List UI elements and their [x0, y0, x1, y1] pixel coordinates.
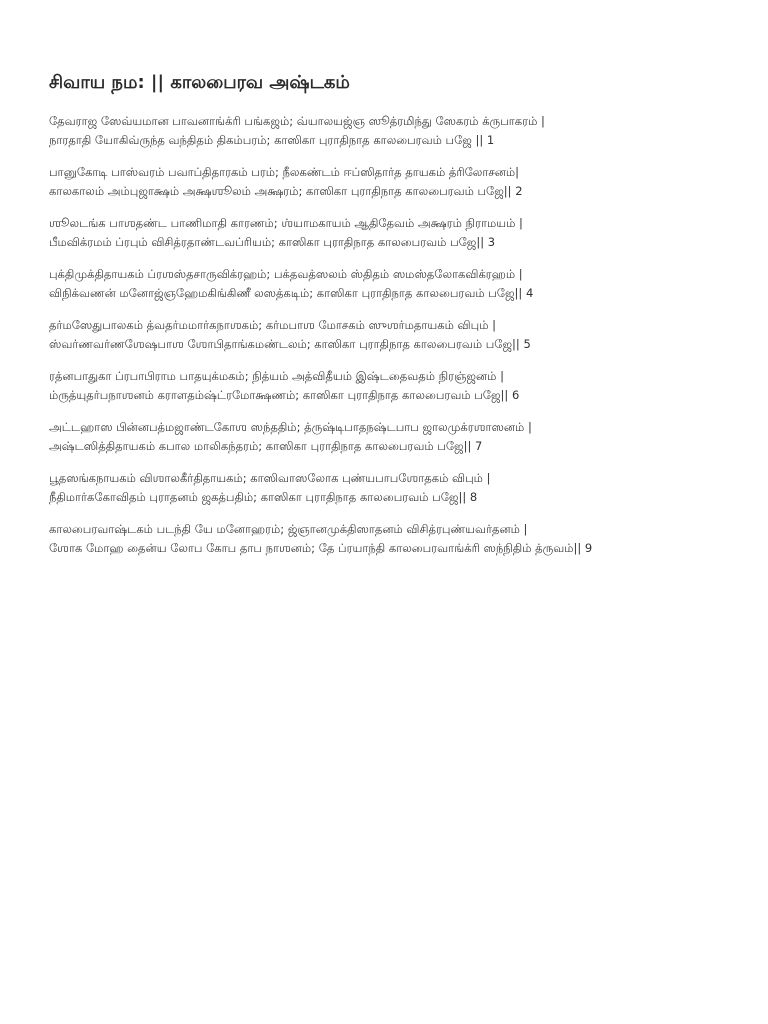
stanza-line: புக்திமுக்திதாயகம் ப்ரஶஸ்தசாருவிக்ரஹம்; பக்தவத்ஸலம் ஸ்திதம் ஸமஸ்தலோகவிக்ரஹம் | — [49, 267, 523, 281]
stanza-line: காலபைரவாஷ்டகம் படந்தி யே மனோஹரம்; ஜ்ஞானமுக்திஸாதனம் விசித்ரபுண்யவர்தனம் | — [49, 522, 528, 536]
stanza-line: நீதிமார்ககோவிதம் புராதனம் ஜகத்பதிம்; காஸிகா புராதிநாத காலபைரவம் பஜே|| 8 — [49, 490, 478, 504]
stanza-line: தர்மஸேதுபாலகம் த்வதர்மமார்கநாஶகம்; கர்மபாஶ மோசகம் ஸுஶர்மதாயகம் விபும் | — [49, 318, 496, 332]
stanza-4 — [49, 265, 749, 303]
stanza-7 — [49, 418, 749, 456]
stanza-line: ஶூலடங்க பாஶதண்ட பாணிமாதி காரணம்; ஶ்யாமகாயம் ஆதிதேவம் அக்ஷரம் நிராமயம் | — [49, 216, 523, 230]
stanza-line: அஷ்டஸித்திதாயகம் கபால மாலிகந்தரம்; காஸிகா புராதிநாத காலபைரவம் பஜே|| 7 — [49, 439, 483, 453]
stanza-line: தேவராஜ ஸேவ்யமான பாவனாங்க்ரி பங்கஜம்; வ்யாலயஜ்ஞ ஸூத்ரமிந்து ஸேகரம் க்ருபாகரம் | — [49, 114, 545, 128]
stanza-6 — [49, 367, 749, 405]
stanza-line: பானுகோடி பாஸ்வரம் பவாப்திதாரகம் பரம்; நீலகண்டம் ஈப்ஸிதார்த தாயகம் த்ரிலோசனம்| — [49, 165, 520, 179]
stanza-3 — [49, 214, 749, 252]
stanza-line: ஶோக மோஹ தைன்ய லோப கோப தாப நாஶனம்; தே ப்ரயாந்தி காலபைரவாங்க்ரி ஸந்நிதிம் த்ருவம்|| 9 — [49, 541, 593, 555]
page-title: சிவாய நம: || காலபைரவ அஷ்டகம் — [49, 72, 350, 93]
stanza-9 — [49, 520, 749, 558]
stanza-line: பூதஸங்கநாயகம் விஶாலகீர்திதாயகம்; காஸிவாஸலோக புண்யபாபஶோதகம் விபும் | — [49, 471, 491, 485]
stanza-line: அட்டஹாஸ பின்னபத்மஜாண்டகோஶ ஸந்ததிம்; த்ருஷ்டிபாதநஷ்டபாப ஜாலமுக்ரஶாஸனம் | — [49, 420, 532, 434]
stanza-5 — [49, 316, 749, 354]
stanza-line: ஸ்வர்ணவர்ணஶேஷபாஶ ஶோபிதாங்கமண்டலம்; காஸிகா புராதிநாத காலபைரவம் பஜே|| 5 — [49, 337, 531, 351]
stanza-line: ரத்னபாதுகா ப்ரபாபிராம பாதயுக்மகம்; நித்யம் அத்விதீயம் இஷ்டதைவதம் நிரஞ்ஜனம் | — [49, 369, 504, 383]
stanza-line: நாரதாதி யோகிவ்ருந்த வந்திதம் திகம்பரம்; காஸிகா புராதிநாத காலபைரவம் பஜே || 1 — [49, 133, 495, 147]
stanza-line: விநிக்வணன் மனோஜ்ஞஹேமகிங்கிணீ லஸத்கடிம்; காஸிகா புராதிநாத காலபைரவம் பஜே|| 4 — [49, 286, 534, 300]
stanza-line: பீமவிக்ரமம் ப்ரபும் விசித்ரதாண்டவப்ரியம்; காஸிகா புராதிநாத காலபைரவம் பஜே|| 3 — [49, 235, 496, 249]
document-page — [49, 70, 749, 571]
stanza-8 — [49, 469, 749, 507]
stanza-2 — [49, 163, 749, 201]
stanza-line: ம்ருத்யுதர்பநாஶனம் கராளதம்ஷ்ட்ரமோக்ஷணம்; காஸிகா புராதிநாத காலபைரவம் பஜே|| 6 — [49, 388, 520, 402]
stanza-1 — [49, 112, 749, 150]
stanza-line: காலகாலம் அம்புஜாக்ஷம் அக்ஷஶூலம் அக்ஷரம்; காஸிகா புராதிநாத காலபைரவம் பஜே|| 2 — [49, 184, 523, 198]
